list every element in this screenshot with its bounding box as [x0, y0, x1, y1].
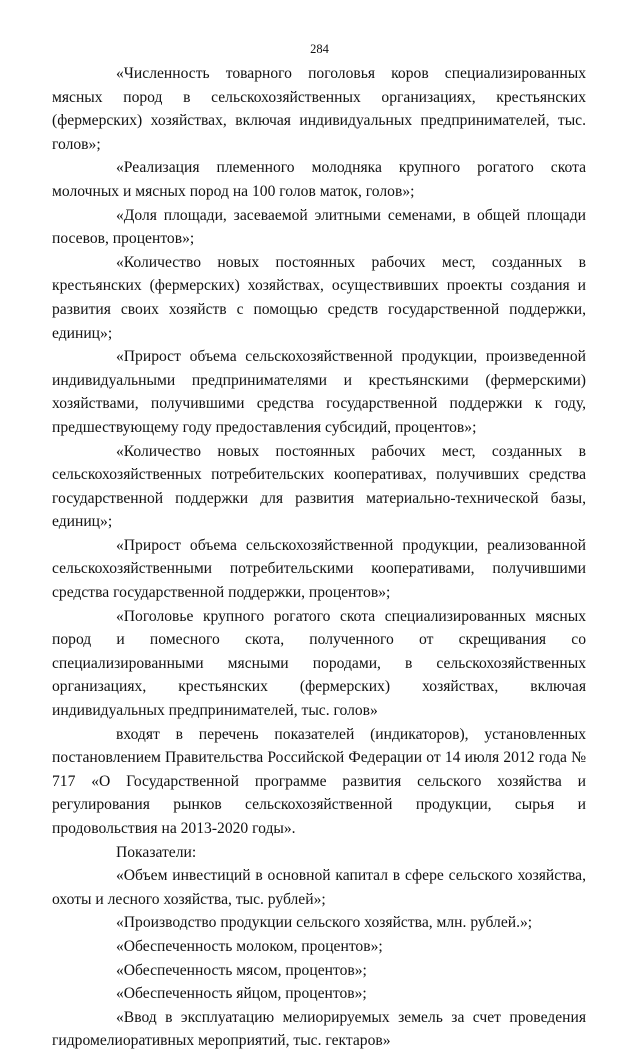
paragraph-egg-self-sufficiency: «Обеспеченность яйцом, процентов»;: [116, 985, 367, 1003]
paragraph-meat-self-sufficiency: «Обеспеченность мясом, процентов»;: [116, 961, 367, 979]
document-body: [52, 62, 586, 1053]
paragraph-breeding-young-stock: «Реализация племенного молодняка крупного рогатого скота молочных и мясных пород на 100 голов маток, голов»;: [52, 159, 586, 200]
paragraph-milk-self-sufficiency: «Обеспеченность молоком, процентов»;: [116, 937, 383, 955]
paragraph-cooperative-new-jobs: «Количество новых постоянных рабочих мест, созданных в сельскохозяйственных потребительских кооперативах, получивших средства государственной поддержки для развития материально-технической базы, единиц»;: [52, 442, 586, 531]
paragraph-cattle-commercial-count: «Численность товарного поголовья коров специализированных мясных пород в сельскохозяйственных организациях, крестьянских (фермерских) хозяйствах, включая индивидуальных предпринимателей, тыс. голов»;: [52, 65, 586, 153]
paragraph-elite-seeds-share: «Доля площади, засеваемой элитными семенами, в общей площади посевов, процентов»;: [52, 206, 586, 248]
page-number: 284: [310, 42, 329, 56]
paragraph-included-in-indicator-list: входят в перечень показателей (индикаторов), установленных постановлением Правительства Российской Федерации от 14 июля 2012 года № 717 «О Государственной программе развития сельского хозяйства и регулирования рынков сельскохозяйственной продукции, сырья и продовольствия на 2013-2020 годы».: [52, 725, 586, 837]
paragraph-farm-production-growth: «Прирост объема сельскохозяйственной продукции, произведенной индивидуальными предпринимателями и крестьянскими (фермерскими) хозяйствами, получившими средства государственной поддержки к году, предшествующему году предоставления субсидий, процентов»;: [52, 348, 586, 436]
paragraph-agricultural-output: «Производство продукции сельского хозяйства, млн. рублей.»;: [116, 914, 533, 932]
paragraph-fixed-capital-investment: «Объем инвестиций в основной капитал в сфере сельского хозяйства, охоты и лесного хозяйства, тыс. рублей»;: [52, 867, 586, 908]
paragraph-reclaimed-land-commissioning: «Ввод в эксплуатацию мелиорируемых земель за счет проведения гидромелиоративных мероприятий, тыс. гектаров»: [52, 1008, 586, 1050]
paragraph-indicators-heading: Показатели:: [116, 843, 197, 861]
paragraph-cooperative-production-growth: «Прирост объема сельскохозяйственной продукции, реализованной сельскохозяйственными потребительскими кооперативами, получившими средства государственной поддержки, процентов»;: [52, 536, 586, 602]
paragraph-farm-new-jobs: «Количество новых постоянных рабочих мест, созданных в крестьянских (фермерских) хозяйствах, осуществивших проекты создания и развития своих хозяйств с помощью средств государственной поддержки, единиц»;: [52, 253, 586, 342]
paragraph-beef-cattle-livestock: «Поголовье крупного рогатого скота специализированных мясных пород и помесного скота, полученного от скрещивания со специализированными мясными породами, в сельскохозяйственных организациях, крестьянских (фермерских) хозяйствах, включая индивидуальных предпринимателей, тыс. голов»: [52, 607, 586, 720]
